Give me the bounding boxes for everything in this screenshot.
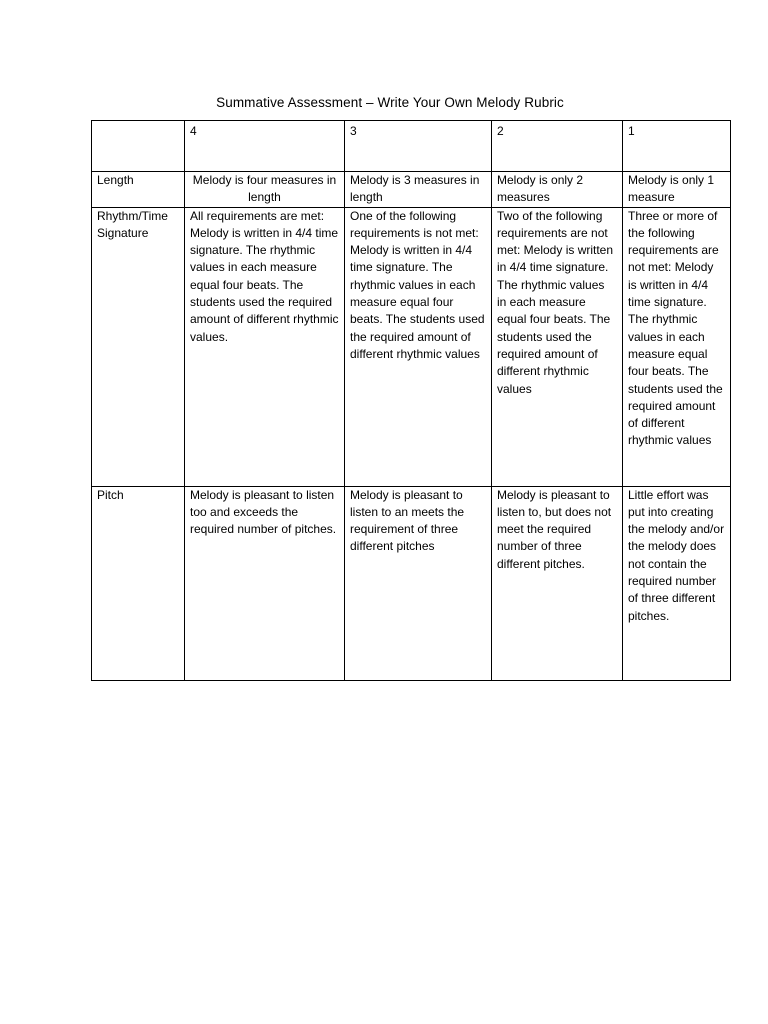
rubric-table bbox=[91, 120, 731, 681]
header-cell-score-1: 1 bbox=[623, 121, 731, 172]
rhythm-score-1-cell: Three or more of the following requirements are not met: Melody is written in 4/4 time signature. The rhythmic values in each measure equal four beats. The students used the required amount of different rhythmic values bbox=[623, 207, 731, 486]
rhythm-score-4-cell: All requirements are met: Melody is written in 4/4 time signature. The rhythmic values in each measure equal four beats. The students used the required amount of different rhythmic values. bbox=[185, 207, 345, 486]
pitch-score-2-cell: Melody is pleasant to listen to, but does not meet the required number of three different pitches. bbox=[492, 486, 623, 680]
pitch-score-4-cell: Melody is pleasant to listen too and exceeds the required number of pitches. bbox=[185, 486, 345, 680]
header-cell-score-4: 4 bbox=[185, 121, 345, 172]
header-cell-score-3: 3 bbox=[345, 121, 492, 172]
table-row-rhythm bbox=[92, 207, 731, 486]
pitch-score-3-cell: Melody is pleasant to listen to an meets the requirement of three different pitches bbox=[345, 486, 492, 680]
table-row-length bbox=[92, 172, 731, 208]
header-cell-score-2: 2 bbox=[492, 121, 623, 172]
criterion-cell-length: Length bbox=[92, 172, 185, 208]
rhythm-score-3-cell: One of the following requirements is not met: Melody is written in 4/4 time signature. The rhythmic values in each measure equal four beats. The students used the required amount of different rhythmic values bbox=[345, 207, 492, 486]
criterion-cell-pitch: Pitch bbox=[92, 486, 185, 680]
table-row-pitch bbox=[92, 486, 731, 680]
length-score-2-cell: Melody is only 2 measures bbox=[492, 172, 623, 208]
rhythm-score-2-cell: Two of the following requirements are not met: Melody is written in 4/4 time signature. The rhythmic values in each measure equal four beats. The students used the required amount of different rhythmic values bbox=[492, 207, 623, 486]
criterion-cell-rhythm: Rhythm/Time Signature bbox=[92, 207, 185, 486]
pitch-score-1-cell: Little effort was put into creating the melody and/or the melody does not contain the required number of three different pitches. bbox=[623, 486, 731, 680]
length-score-4-cell: Melody is four measures in length bbox=[185, 172, 345, 208]
table-header-row bbox=[92, 121, 731, 172]
document-title: Summative Assessment – Write Your Own Melody Rubric bbox=[216, 95, 564, 110]
length-score-3-cell: Melody is 3 measures in length bbox=[345, 172, 492, 208]
header-cell-criterion bbox=[92, 121, 185, 172]
length-score-1-cell: Melody is only 1 measure bbox=[623, 172, 731, 208]
